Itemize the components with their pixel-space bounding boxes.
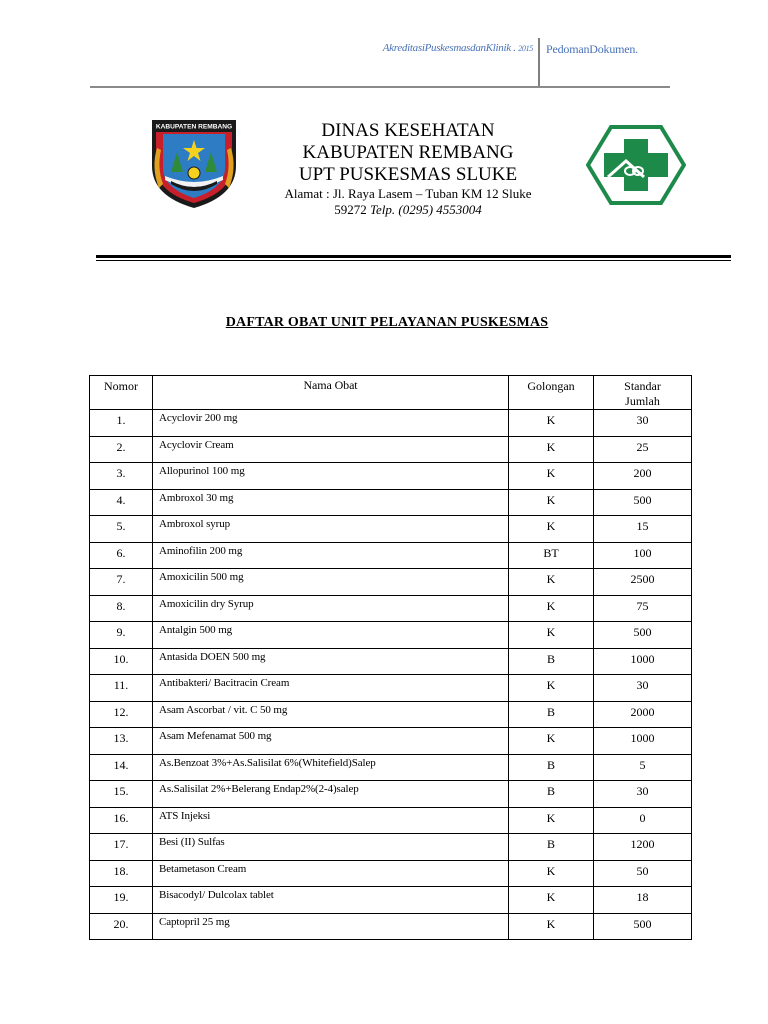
- letterhead-rule-thick: [96, 255, 731, 258]
- row-standar-jumlah: 0: [594, 807, 692, 834]
- row-standar-jumlah: 75: [594, 595, 692, 622]
- running-header-year: 2015: [518, 44, 533, 53]
- row-nomor: 1.: [90, 410, 153, 437]
- row-standar-jumlah: 100: [594, 542, 692, 569]
- row-standar-jumlah: 500: [594, 622, 692, 649]
- row-nama-obat: Betametason Cream: [153, 860, 509, 887]
- row-golongan: K: [509, 569, 594, 596]
- table-row: [90, 489, 692, 516]
- table-row: [90, 754, 692, 781]
- table-row: [90, 860, 692, 887]
- table-row: [90, 595, 692, 622]
- row-nama-obat: Acyclovir Cream: [153, 436, 509, 463]
- table-row: [90, 516, 692, 543]
- row-nama-obat: As.Salisilat 2%+Belerang Endap2%(2-4)salep: [153, 781, 509, 808]
- institution-postcode: 59272: [334, 202, 367, 217]
- table-row: [90, 436, 692, 463]
- row-nomor: 12.: [90, 701, 153, 728]
- puskesmas-logo: [586, 125, 686, 205]
- row-golongan: K: [509, 516, 594, 543]
- row-nama-obat: Aminofilin 200 mg: [153, 542, 509, 569]
- row-standar-jumlah: 500: [594, 489, 692, 516]
- row-nomor: 2.: [90, 436, 153, 463]
- institution-line-3: UPT PUSKESMAS SLUKE: [298, 164, 518, 185]
- row-nomor: 15.: [90, 781, 153, 808]
- table-row: [90, 728, 692, 755]
- running-header-divider: [538, 38, 540, 86]
- row-golongan: K: [509, 463, 594, 490]
- table-body: [90, 410, 692, 940]
- row-nama-obat: Bisacodyl/ Dulcolax tablet: [153, 887, 509, 914]
- row-nama-obat: Asam Mefenamat 500 mg: [153, 728, 509, 755]
- row-golongan: B: [509, 781, 594, 808]
- running-header-title: AkreditasiPuskesmasdanKlinik .: [382, 42, 516, 54]
- row-standar-jumlah: 1000: [594, 728, 692, 755]
- table-row: [90, 622, 692, 649]
- row-golongan: K: [509, 622, 594, 649]
- row-standar-jumlah: 50: [594, 860, 692, 887]
- row-golongan: K: [509, 807, 594, 834]
- row-standar-jumlah: 200: [594, 463, 692, 490]
- row-nomor: 3.: [90, 463, 153, 490]
- row-nomor: 7.: [90, 569, 153, 596]
- header-nomor: Nomor: [90, 376, 153, 410]
- row-nama-obat: Acyclovir 200 mg: [153, 410, 509, 437]
- row-standar-jumlah: 500: [594, 913, 692, 940]
- header-standar-jumlah: [594, 376, 692, 410]
- row-nomor: 6.: [90, 542, 153, 569]
- row-nama-obat: Antibakteri/ Bacitracin Cream: [153, 675, 509, 702]
- table-row: [90, 807, 692, 834]
- row-nama-obat: Amoxicilin dry Syrup: [153, 595, 509, 622]
- row-nama-obat: Antalgin 500 mg: [153, 622, 509, 649]
- header-jumlah: Jumlah: [625, 394, 660, 408]
- row-standar-jumlah: 1200: [594, 834, 692, 861]
- table-row: [90, 701, 692, 728]
- table-row: [90, 887, 692, 914]
- table-row: [90, 648, 692, 675]
- kabupaten-rembang-crest-logo: [149, 118, 239, 210]
- row-standar-jumlah: 30: [594, 675, 692, 702]
- row-golongan: K: [509, 728, 594, 755]
- row-golongan: K: [509, 410, 594, 437]
- header-standar: Standar: [624, 379, 661, 393]
- row-standar-jumlah: 5: [594, 754, 692, 781]
- institution-phone: Telp. (0295) 4553004: [369, 202, 482, 217]
- row-golongan: K: [509, 436, 594, 463]
- row-golongan: B: [509, 648, 594, 675]
- table-header-row: [90, 376, 692, 410]
- header-golongan: Golongan: [509, 376, 594, 410]
- row-nomor: 9.: [90, 622, 153, 649]
- institution-line-1: DINAS KESEHATAN: [321, 120, 495, 141]
- institution-line-2: KABUPATEN REMBANG: [302, 142, 514, 163]
- table-row: [90, 675, 692, 702]
- row-standar-jumlah: 30: [594, 781, 692, 808]
- row-nama-obat: As.Benzoat 3%+As.Salisilat 6%(Whitefield)Salep: [153, 754, 509, 781]
- letterhead-institution: [258, 120, 558, 218]
- institution-contact: [258, 202, 558, 218]
- row-nama-obat: Captopril 25 mg: [153, 913, 509, 940]
- row-nama-obat: ATS Injeksi: [153, 807, 509, 834]
- crest-label: KABUPATEN REMBANG: [155, 123, 233, 131]
- institution-address: Alamat : Jl. Raya Lasem – Tuban KM 12 Sluke: [284, 186, 532, 201]
- row-standar-jumlah: 1000: [594, 648, 692, 675]
- row-nomor: 11.: [90, 675, 153, 702]
- row-nomor: 4.: [90, 489, 153, 516]
- row-golongan: K: [509, 887, 594, 914]
- table-row: [90, 542, 692, 569]
- running-header-rule: [90, 86, 670, 88]
- running-header-right: PedomanDokumen.: [546, 42, 638, 56]
- running-header-left: [300, 42, 533, 54]
- table-row: [90, 834, 692, 861]
- row-golongan: BT: [509, 542, 594, 569]
- table-row: [90, 913, 692, 940]
- row-standar-jumlah: 15: [594, 516, 692, 543]
- row-golongan: B: [509, 701, 594, 728]
- row-golongan: B: [509, 754, 594, 781]
- row-nomor: 18.: [90, 860, 153, 887]
- row-standar-jumlah: 2500: [594, 569, 692, 596]
- row-golongan: K: [509, 860, 594, 887]
- row-nomor: 19.: [90, 887, 153, 914]
- row-nama-obat: Asam Ascorbat / vit. C 50 mg: [153, 701, 509, 728]
- row-nomor: 20.: [90, 913, 153, 940]
- row-nama-obat: Amoxicilin 500 mg: [153, 569, 509, 596]
- row-nama-obat: Besi (II) Sulfas: [153, 834, 509, 861]
- row-golongan: K: [509, 595, 594, 622]
- table-row: [90, 781, 692, 808]
- table-row: [90, 463, 692, 490]
- letterhead-rule-thin: [96, 260, 731, 261]
- row-nama-obat: Ambroxol syrup: [153, 516, 509, 543]
- row-nama-obat: Antasida DOEN 500 mg: [153, 648, 509, 675]
- row-nomor: 13.: [90, 728, 153, 755]
- document-title: DAFTAR OBAT UNIT PELAYANAN PUSKESMAS: [225, 315, 549, 330]
- row-standar-jumlah: 30: [594, 410, 692, 437]
- row-nomor: 5.: [90, 516, 153, 543]
- row-nama-obat: Ambroxol 30 mg: [153, 489, 509, 516]
- row-standar-jumlah: 2000: [594, 701, 692, 728]
- row-golongan: K: [509, 675, 594, 702]
- row-golongan: B: [509, 834, 594, 861]
- row-nomor: 16.: [90, 807, 153, 834]
- header-nama-obat: Nama Obat: [153, 376, 509, 410]
- drug-list-table: [89, 375, 692, 940]
- row-standar-jumlah: 25: [594, 436, 692, 463]
- row-nomor: 8.: [90, 595, 153, 622]
- row-nomor: 14.: [90, 754, 153, 781]
- row-nama-obat: Allopurinol 100 mg: [153, 463, 509, 490]
- table-row: [90, 569, 692, 596]
- row-standar-jumlah: 18: [594, 887, 692, 914]
- row-nomor: 17.: [90, 834, 153, 861]
- row-golongan: K: [509, 913, 594, 940]
- row-golongan: K: [509, 489, 594, 516]
- table-row: [90, 410, 692, 437]
- row-nomor: 10.: [90, 648, 153, 675]
